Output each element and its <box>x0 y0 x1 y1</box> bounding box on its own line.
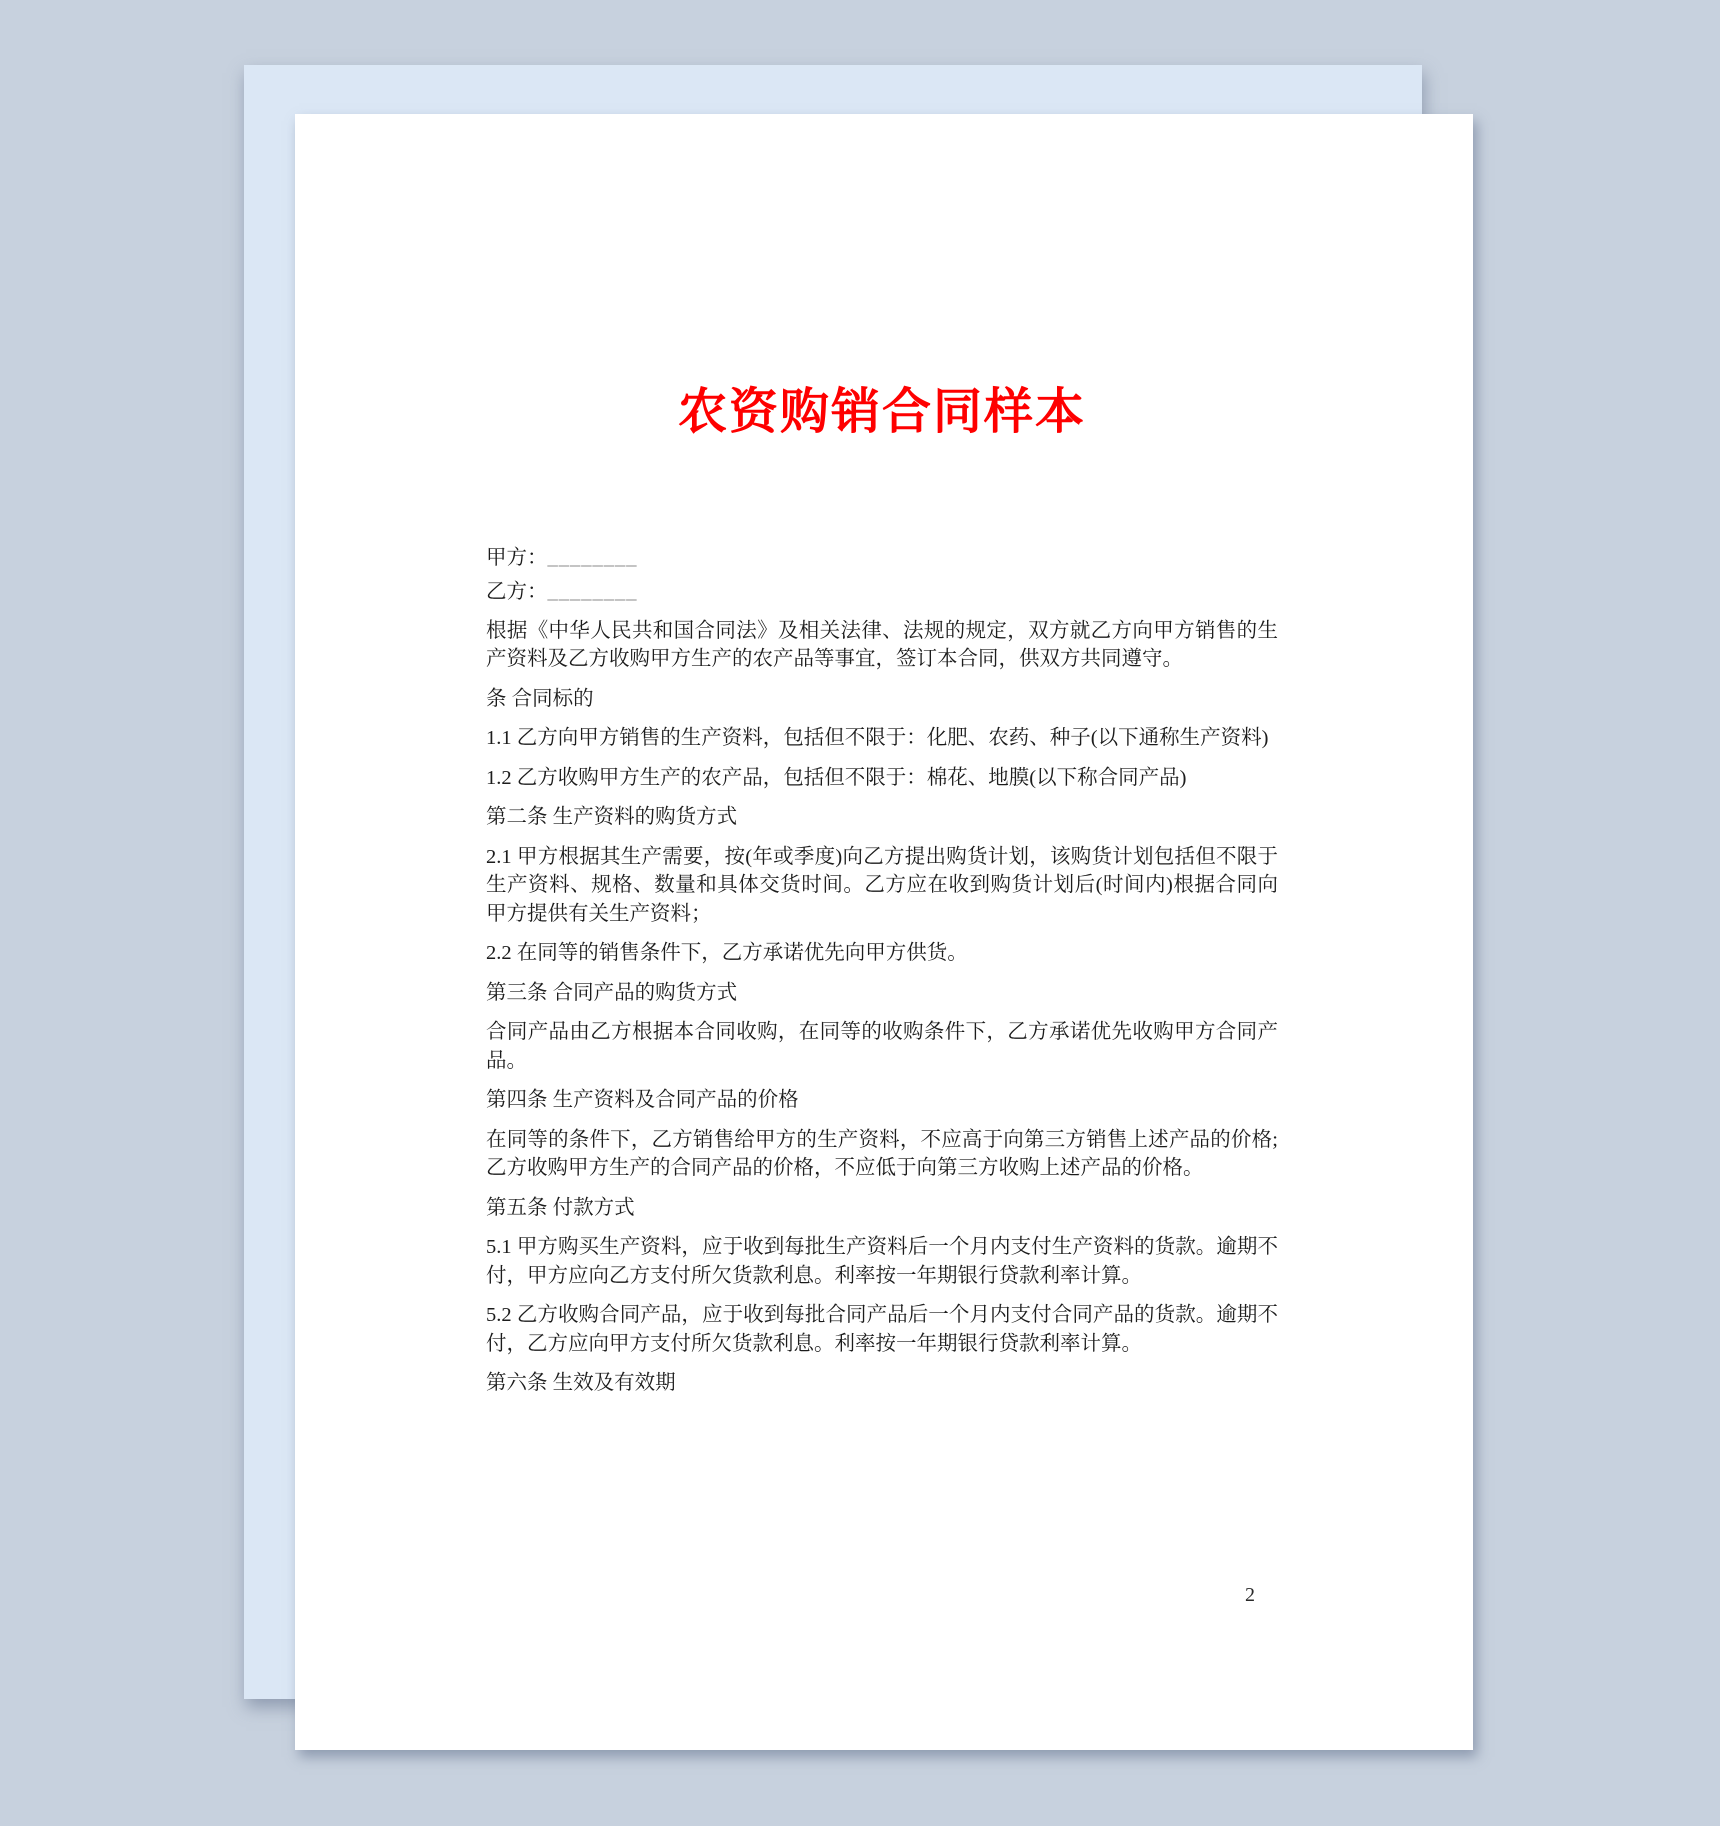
party-a-line <box>486 544 1278 572</box>
clause-5-2-paragraph: 5.2 乙方收购合同产品，应于收到每批合同产品后一个月内支付合同产品的货款。逾期不付，乙方应向甲方支付所欠货款利息。利率按一年期银行贷款利率计算。 <box>486 1304 1278 1355</box>
page-content <box>486 114 1278 1409</box>
preamble-paragraph: 根据《中华人民共和国合同法》及相关法律、法规的规定，双方就乙方向甲方销售的生产资料及乙方收购甲方生产的农产品等事宜，签订本合同，供双方共同遵守。 <box>486 619 1278 671</box>
clause-2-heading: 第二条 生产资料的购货方式 <box>486 806 738 829</box>
clause-6-heading: 第六条 生效及有效期 <box>486 1372 676 1395</box>
clause-1-heading: 条 合同标的 <box>486 687 594 710</box>
clause-2-2-paragraph: 2.2 在同等的销售条件下，乙方承诺优先向甲方供货。 <box>486 942 968 965</box>
clause-4-heading: 第四条 生产资料及合同产品的价格 <box>486 1089 799 1112</box>
party-a-label: 甲方： <box>486 546 548 569</box>
party-a-blank: ________ <box>547 546 638 569</box>
clause-4-paragraph: 在同等的条件下，乙方销售给甲方的生产资料，不应高于向第三方销售上述产品的价格;乙方收购甲方生产的合同产品的价格，不应低于向第三方收购上述产品的价格。 <box>486 1128 1278 1180</box>
page-number: 2 <box>1245 1584 1255 1606</box>
clause-5-heading: 第五条 付款方式 <box>486 1196 635 1219</box>
clause-3-paragraph: 合同产品由乙方根据本合同收购，在同等的收购条件下，乙方承诺优先收购甲方合同产品。 <box>486 1021 1278 1072</box>
clause-2-1-paragraph: 2.1 甲方根据其生产需要，按(年或季度)向乙方提出购货计划，该购货计划包括但不限于生产资料、规格、数量和具体交货时间。乙方应在收到购货计划后(时间内)根据合同向甲方提供有关生产资料； <box>486 845 1278 925</box>
party-b-label: 乙方： <box>486 580 548 603</box>
document-title: 农资购销合同样本 <box>677 385 1086 439</box>
clause-5-1-paragraph: 5.1 甲方购买生产资料，应于收到每批生产资料后一个月内支付生产资料的货款。逾期不付，甲方应向乙方支付所欠货款利息。利率按一年期银行贷款利率计算。 <box>486 1236 1278 1287</box>
contract-page <box>295 114 1473 1750</box>
party-b-line <box>486 578 1278 606</box>
clause-3-heading: 第三条 合同产品的购货方式 <box>486 981 738 1004</box>
clause-1-2-paragraph: 1.2 乙方收购甲方生产的农产品，包括但不限于：棉花、地膜(以下称合同产品) <box>486 766 1187 789</box>
party-b-blank: ________ <box>547 580 638 603</box>
clause-1-1-paragraph: 1.1 乙方向甲方销售的生产资料，包括但不限于：化肥、农药、种子(以下通称生产资料) <box>486 727 1269 750</box>
